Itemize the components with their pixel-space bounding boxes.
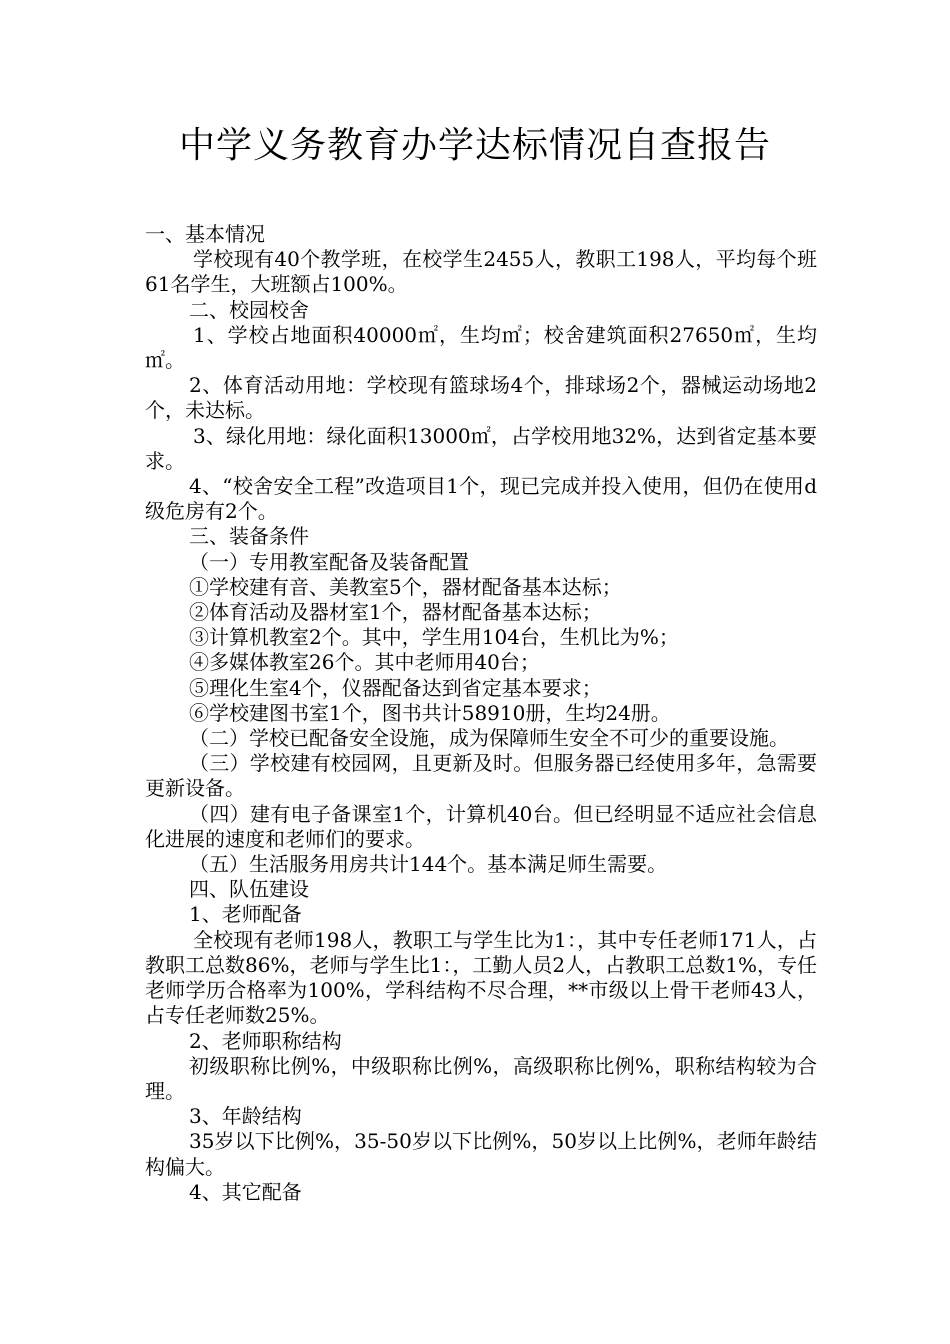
list-item: ②体育活动及器材室1个，器材配备基本达标； (189, 600, 602, 625)
section-heading-basic: 一、基本情况 (145, 222, 265, 246)
paragraph: （四）建有电子备课室1个，计算机40台。但已经明显不适应社会信息化进展的速度和老师们的要求。 (145, 801, 817, 851)
paragraph: 初级职称比例%，中级职称比例%，高级职称比例%，职称结构较为合理。 (145, 1053, 817, 1103)
list-item: ③计算机教室2个。其中，学生用104台，生机比为%； (189, 625, 679, 650)
document-title: 中学义务教育办学达标情况自查报告 (178, 125, 771, 166)
paragraph: （三）学校建有校园网，且更新及时。但服务器已经使用多年，急需要更新设备。 (145, 751, 817, 801)
paragraph: 2、体育活动用地：学校现有篮球场4个，排球场2个，器械运动场地2个，未达标。 (145, 373, 817, 423)
paragraph: （五）生活服务用房共计144个。基本满足师生需要。 (189, 852, 668, 877)
subsection-heading: 2、老师职称结构 (189, 1028, 342, 1053)
paragraph: 学校现有40个教学班，在校学生2455人，教职工198人，平均每个班61名学生，大班额占100%。 (145, 247, 817, 297)
paragraph: 1、学校占地面积40000㎡，生均㎡；校舍建筑面积27650㎡，生均㎡。 (145, 322, 817, 373)
subsection-heading: 3、年龄结构 (189, 1104, 302, 1129)
paragraph: （二）学校已配备安全设施，成为保障师生安全不可少的重要设施。 (189, 726, 789, 751)
section-heading-equipment: 三、装备条件 (189, 524, 309, 549)
section-heading-staff: 四、队伍建设 (189, 877, 309, 902)
list-item: ①学校建有音、美教室5个，器材配备基本达标； (189, 574, 622, 599)
paragraph: 35岁以下比例%，35-50岁以下比例%，50岁以上比例%，老师年龄结构偏大。 (145, 1129, 817, 1179)
paragraph: 3、绿化用地：绿化面积13000㎡，占学校用地32%，达到省定基本要求。 (145, 423, 817, 473)
list-item: ⑤理化生室4个，仪器配备达到省定基本要求； (189, 675, 602, 700)
list-item: ④多媒体教室26个。其中老师用40台； (189, 650, 540, 675)
paragraph: 4、“校舍安全工程”改造项目1个，现已完成并投入使用，但仍在使用d级危房有2个。 (145, 474, 817, 524)
paragraph: 全校现有老师198人，教职工与学生比为1：，其中专任老师171人，占教职工总数86%，老师与学生比1：，工勤人员2人，占教职工总数1%，专任老师学历合格率为100%，学科结构不尽合理，**市级以上骨干老师43人，占专任老师数25%。 (145, 927, 817, 1028)
subsection-heading: 1、老师配备 (189, 902, 302, 927)
subsection-heading: （一）专用教室配备及装备配置 (189, 549, 469, 574)
list-item: ⑥学校建图书室1个，图书共计58910册，生均24册。 (189, 700, 671, 725)
section-heading-campus: 二、校园校舍 (189, 297, 309, 322)
document-body (145, 222, 817, 1205)
subsection-heading: 4、其它配备 (189, 1179, 302, 1204)
